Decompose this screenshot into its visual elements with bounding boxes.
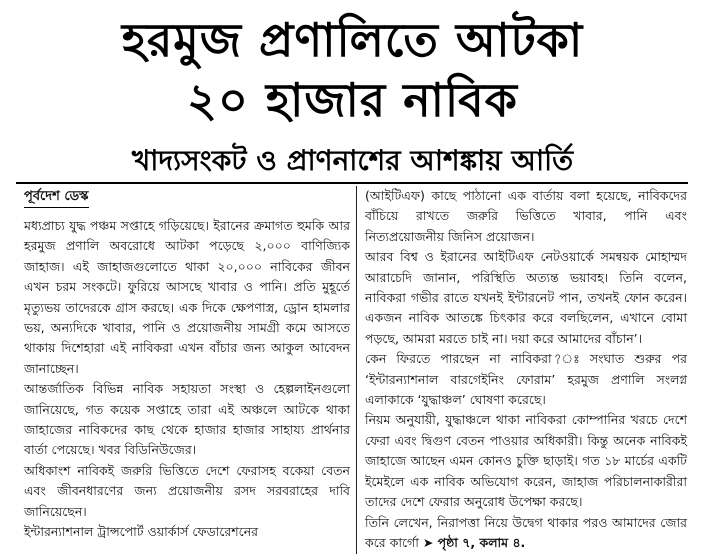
right-paragraph-text: তিনি লেখেন, নিরাপত্তা নিয়ে উদ্বেগ থাকার পরও আমাদের জোর করে কার্গো: [365, 514, 687, 550]
right-column: [365, 186, 687, 553]
headline-line-1: হরমুজ প্রণালিতে আটকা: [121, 13, 584, 67]
right-paragraph: [365, 513, 687, 554]
right-paragraph: (আইটিএফ) কাছে পাঠানো এক বার্তায় বলা হয়েছে, নাবিকদের বাঁচিয়ে রাখতে জরুরি ভিত্তিতে খাবার, পানি এবং নিত্যপ্রয়োজনীয় জিনিস প্রয়োজন।: [365, 188, 687, 244]
left-paragraph: অধিকাংশ নাবিকই জরুরি ভিত্তিতে দেশে ফেরাসহ বকেয়া বেতন এবং জীবনধারণের জন্য প্রয়োজনীয় রসদ সরবরাহের দাবি জানিয়েছেন।: [24, 462, 350, 519]
left-column: [24, 186, 350, 543]
left-paragraph: ইন্টারন্যাশনাল ট্রান্সপোর্ট ওয়ার্কার্স ফেডারেশনের: [24, 524, 259, 540]
continued-on-page-link[interactable]: ➤ পৃষ্ঠা ৭, কলাম ৪.: [422, 534, 526, 550]
right-paragraph: আরব বিশ্ব ও ইরানের আইটিএফ নেটওয়ার্কে সমন্বয়ক মোহাম্মদ আরাচেদি জানান, পরিস্থিতি অত্যন্ত ভয়াবহ। তিনি বলেন, নাবিকরা গভীর রাতে যখনই ইন্টারনেট পান, তখনই ফোন করেন। একজন নাবিক আতঙ্কে চিৎকার করে বলছিলেন, এখানে বোমা পড়ছে, আমরা মরতে চাই না। দয়া করে আমাদের বাঁচান’।: [365, 249, 687, 346]
header-rule: [16, 182, 688, 184]
dateline: পূর্বদেশ ডেস্ক: [24, 187, 89, 208]
subheadline: খাদ্যসংকট ও প্রাণনাশের আশঙ্কায় আর্তি: [131, 144, 574, 177]
headline-line-2: ২০ হাজার নাবিক: [187, 73, 518, 127]
column-divider: [356, 186, 357, 554]
right-paragraph: কেন ফিরতে পারছেন না নাবিকরা?ঃ সংঘাত শুরুর পর ‘ইন্টারন্যাশনাল বারগেইনিং ফোরাম’ হরমুজ প্রণালি সংলগ্ন এলাকাকে ‘যুদ্ধাঞ্চল’ ঘোষণা করেছে।: [365, 351, 687, 408]
right-paragraph: নিয়ম অনুযায়ী, যুদ্ধাঞ্চলে থাকা নাবিকরা কোম্পানির খরচে দেশে ফেরা এবং দ্বিগুণ বেতন পাওয়ার অধিকারী। কিন্তু অনেক নাবিকই জাহাজে আছেন এমন কোনও চুক্তি ছাড়াই। গত ১৮ মার্চের একটি ইমেইলে এক নাবিক অভিযোগ করেন, জাহাজ পরিচালনাকারীরা তাদের দেশে ফেরার অনুরোধ উপেক্ষা করছে।: [365, 412, 687, 510]
left-paragraph: মধ্যপ্রাচ্য যুদ্ধ পঞ্চম সপ্তাহে গড়িয়েছে। ইরানের ক্রমাগত হুমকি আর হরমুজ প্রণালি অবরোধে আটকা পড়েছে ২,০০০ বাণিজ্যিক জাহাজ। এই জাহাজগুলোতে থাকা ২০,০০০ নাবিকের জীবন এখন চরম সংকটে। ফুরিয়ে আসছে খাবার ও পানি। প্রতি মুহূর্তে মৃত্যুভয় তাদেরকে গ্রাস করছে। এক দিকে ক্ষেপণাস্ত্র, ড্রোন হামলার ভয়, অন্যদিকে খাবার, পানি ও প্রয়োজনীয় সামগ্রী কমে আসতে থাকায় দিশেহারা এই নাবিকরা এখন বাঁচার জন্য আকুল আবেদন জানাচ্ছেন।: [24, 218, 350, 376]
left-paragraph: আন্তর্জাতিক বিভিন্ন নাবিক সহায়তা সংস্থা ও হেল্পলাইনগুলো জানিয়েছে, গত কয়েক সপ্তাহে তারা এই অঞ্চলে আটকে থাকা জাহাজের নাবিকদের কাছ থেকে হাজার হাজার সাহায্য প্রার্থনার বার্তা পেয়েছে। খবর বিডিনিউজের।: [24, 381, 350, 458]
